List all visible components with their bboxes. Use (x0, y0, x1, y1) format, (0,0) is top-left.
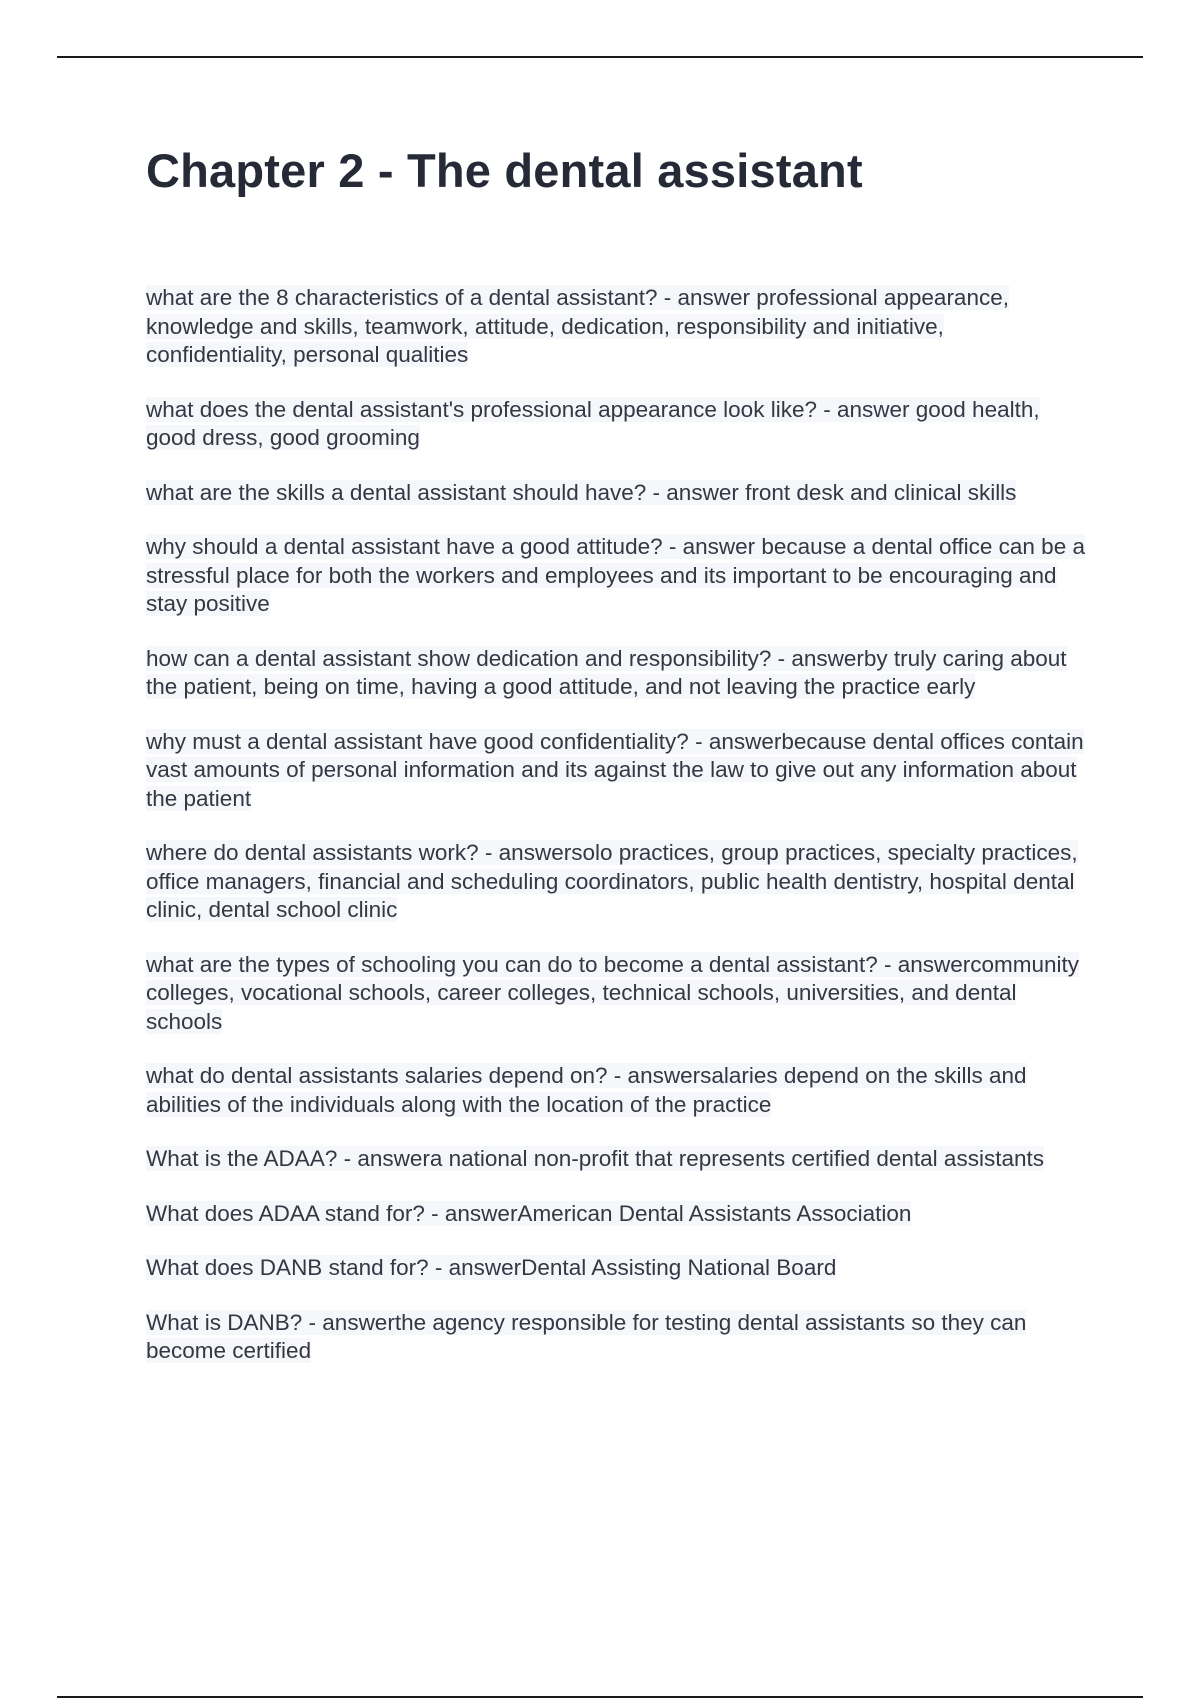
top-rule (57, 56, 1143, 58)
qa-item (146, 839, 1086, 925)
qa-item (146, 284, 1086, 370)
qa-item (146, 728, 1086, 814)
qa-text: What does DANB stand for? - answerDental Assisting National Board (146, 1255, 837, 1280)
qa-text: what are the 8 characteristics of a dental assistant? - answer professional appearance, knowledge and skills, teamwork, attitude, dedication, responsibility and initiative, confidentiality, personal qualities (146, 285, 1009, 367)
qa-text: what are the types of schooling you can do to become a dental assistant? - answercommunity colleges, vocational schools, career colleges, technical schools, universities, and dental schools (146, 951, 1080, 1034)
qa-item (146, 645, 1086, 702)
qa-text: why should a dental assistant have a good attitude? - answer because a dental office can be a stressful place for both the workers and employees and its important to be encouraging and stay positive (146, 534, 1085, 616)
qa-text: What does ADAA stand for? - answerAmerican Dental Assistants Association (146, 1200, 912, 1226)
qa-item (146, 533, 1086, 619)
qa-item (146, 479, 1096, 508)
page-title: Chapter 2 - The dental assistant (146, 144, 863, 197)
qa-text: What is the ADAA? - answera national non-profit that represents certified dental assistants (146, 1146, 1044, 1171)
qa-text: what do dental assistants salaries depend on? - answersalaries depend on the skills and abilities of the individuals along with the location of the practice (146, 1063, 1027, 1117)
qa-item (146, 1254, 1086, 1283)
qa-text: where do dental assistants work? - answersolo practices, group practices, specialty practices, office managers, financial and scheduling coordinators, public health dentistry, hospital dental clinic, dental school clinic (146, 840, 1078, 922)
qa-text: why must a dental assistant have good confidentiality? - answerbecause dental offices contain vast amounts of personal information and its against the law to give out any information about the patient (146, 728, 1084, 811)
qa-item (146, 396, 1086, 453)
qa-item (146, 1062, 1086, 1119)
qa-item (146, 1309, 1086, 1366)
qa-item (146, 1145, 1086, 1174)
qa-item (146, 951, 1086, 1037)
bottom-rule (57, 1696, 1143, 1698)
qa-text: how can a dental assistant show dedication and responsibility? - answerby truly caring about the patient, being on time, having a good attitude, and not leaving the practice early (146, 645, 1067, 699)
qa-list (146, 284, 1086, 1392)
qa-text: What is DANB? - answerthe agency responsible for testing dental assistants so they can become certified (146, 1309, 1027, 1363)
qa-item (146, 1200, 1086, 1229)
qa-text: what are the skills a dental assistant should have? - answer front desk and clinical skills (146, 479, 1017, 505)
qa-text: what does the dental assistant's professional appearance look like? - answer good health, good dress, good grooming (146, 396, 1040, 450)
